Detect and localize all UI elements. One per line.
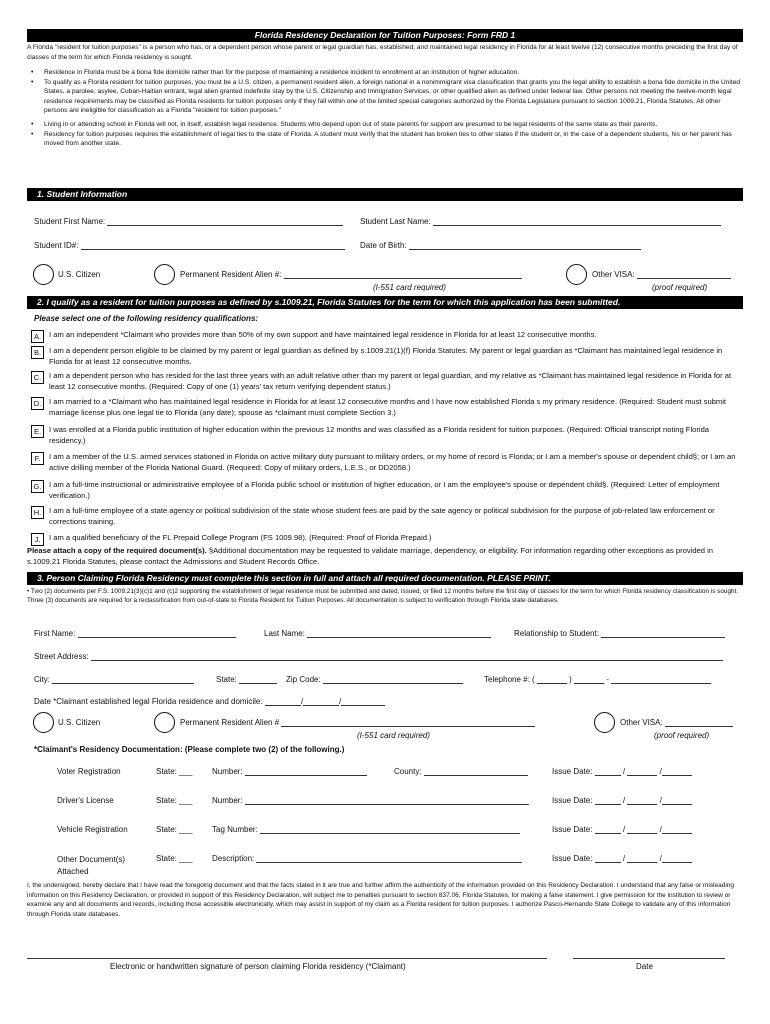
residence-month-input[interactable] <box>265 697 301 706</box>
drivers-license-label: Driver's License <box>57 796 114 805</box>
city-input[interactable] <box>52 675 194 684</box>
field-label: Permanent Resident Alien # <box>180 718 280 727</box>
visa-note: (proof required) <box>652 283 708 292</box>
tel-prefix-input[interactable] <box>574 675 604 684</box>
section-3-header: 3. Person Claiming Florida Residency must complete this section in full and attach all required documentation. PLEASE PRINT. <box>27 572 743 585</box>
license-number-input[interactable] <box>245 796 529 805</box>
vehicle-state-field[interactable]: State: ___ <box>156 825 193 834</box>
field-label: Last Name: <box>264 629 305 638</box>
field-label: Issue Date: <box>552 825 593 834</box>
field-label: Description: <box>212 854 255 863</box>
tag-number-input[interactable] <box>260 825 520 834</box>
section-2-header: 2. I qualify as a resident for tuition purposes as defined by s.1009.21, Florida Statutes for the term for which this application has been submitted. <box>27 296 743 309</box>
option-c-checkbox[interactable]: C. <box>31 371 44 384</box>
claimant-last-name-field[interactable] <box>264 629 491 638</box>
option-d-checkbox[interactable]: D. <box>31 397 44 410</box>
vehicle-issue-date-field[interactable]: Issue Date: / / <box>552 825 692 834</box>
declaration-text: I, the undersigned, hereby declare that I have read the foregoing document and that the facts stated in it are true and further affirm the authenticity of the information provided on this Residency Declaration. I understand that any false or misleading information on this Residency Declaration, or provided in support of this Residency Declaration, will subject me to penalties pursuant to section 837.06, Florida Statutes, for making a false statement. I give permission for the institution to review or examine any and all documents and records, including those accessible electronically, which may assist in support of my claim as a Florida resident for tuition purposes. I authorize Pasco-Hernando State College to validate any of this information through Florida state databases. <box>27 882 734 918</box>
telephone-field[interactable] <box>484 675 711 684</box>
license-issue-day[interactable] <box>627 796 657 805</box>
other-issue-month[interactable] <box>595 854 621 863</box>
claimant-us-citizen-label: U.S. Citizen <box>58 718 101 727</box>
section-3-note: • Two (2) documents per F.S. 1009.21(3)(c)1 and (c)2 supporting the establishment of legal residence must be submitted and dated, issued, or filed 12 months before the first day of classes for the term for which Florida residency classification is sought. Three (3) documents are required for a reclassification from out-of-state to Florida Resident for Tuition Purposes. All documentation is subject to verification through Florida state databases. <box>27 588 739 605</box>
license-issue-date-field[interactable]: Issue Date: / / <box>552 796 692 805</box>
other-issue-year[interactable] <box>662 854 692 863</box>
field-label: City: <box>34 675 50 684</box>
field-label: Zip Code: <box>286 675 321 684</box>
bullet-list <box>31 68 742 149</box>
list-item: • Residence in Florida must be a bona fide domicile rather than for the purpose of maintaining a residence incident to enrollment at an institution of higher education. <box>31 69 520 76</box>
student-id-field[interactable] <box>34 241 345 250</box>
relationship-field[interactable] <box>514 629 725 638</box>
residence-day-input[interactable] <box>303 697 339 706</box>
zip-field[interactable] <box>286 675 463 684</box>
voter-number-input[interactable] <box>245 767 367 776</box>
description-field[interactable] <box>212 854 522 863</box>
field-label: Telephone #: ( <box>484 675 535 684</box>
voter-registration-label: Voter Registration <box>57 767 121 776</box>
vehicle-issue-year[interactable] <box>662 825 692 834</box>
student-id-input[interactable] <box>81 241 345 250</box>
option-f-text: I am a member of the U.S. armed services stationed in Florida on active military duty pursuant to military orders, or my home of record is Florida; or I am a member's spouse or dependent child§; or I am an active drilling member of the Florida National Guard. (Required: Copy of military orders, L.E.S., or DD2058.) <box>49 452 736 472</box>
date-label: Date <box>636 962 653 971</box>
tag-number-field[interactable] <box>212 825 520 834</box>
attach-note-bold: Please attach a copy of the required document(s). <box>27 546 207 555</box>
student-first-name-field[interactable] <box>34 217 343 226</box>
field-label: Issue Date: <box>552 796 593 805</box>
date-line[interactable] <box>573 958 725 959</box>
option-e-checkbox[interactable]: E. <box>31 425 44 438</box>
field-label: Issue Date: <box>552 854 593 863</box>
other-visa-input[interactable] <box>637 270 731 279</box>
license-number-field[interactable] <box>212 796 529 805</box>
field-label: Number: <box>212 796 243 805</box>
field-label: Other VISA: <box>620 718 663 727</box>
claimant-first-name-input[interactable] <box>78 629 236 638</box>
other-docs-line1: Other Document(s) <box>57 855 126 864</box>
field-label: Other VISA: <box>592 270 635 279</box>
field-label: Number: <box>212 767 243 776</box>
voter-issue-year[interactable] <box>662 767 692 776</box>
student-first-name-input[interactable] <box>107 217 343 226</box>
documentation-heading: *Claimant's Residency Documentation: (Please complete two (2) of the following.) <box>34 745 345 754</box>
field-label: Permanent Resident Alien #: <box>180 270 282 279</box>
other-docs-line2: Attached <box>57 867 89 876</box>
field-label: Student Last Name: <box>360 217 431 226</box>
zip-input[interactable] <box>323 675 463 684</box>
attach-note-rest: §Additional documentation may be requested to validate marriage, dependency, or eligibility. For information regarding other exceptions as provided in s.1009.21 Florida Statutes, please contact the Admissions and Student Records Office. <box>27 546 714 566</box>
license-state-field[interactable]: State: ___ <box>156 796 193 805</box>
qualification-prompt: Please select one of the following residency qualifications: <box>34 314 259 323</box>
list-item: • To qualify as a Florida resident for tuition purposes, you must be a U.S. citizen, a permanent resident alien, a foreign national in a nonimmigrant visa classification that grants you the legal ability to establish a bona fide domicile in the United States, a parolee, asylee, Cuban-Haitian entrant, legal alien granted indefinite stay by the U.S. Citizenship and Immigration Services, or other qualified alien as defined under federal law. Other persons not meeting the twelve-month legal residence requirements may be classified as Florida residents for tuition purposes only if they fall within one of the limited special categories authorized by the Florida Legislature pursuant to section 1009.21, Florida Statutes. All other persons are ineligible for classification as a Florida "resident for tuition purposes." <box>31 78 741 115</box>
option-g-text: I am a full-time instructional or administrative employee of a Florida public school or institution of higher education, or I am the employee's spouse or dependent child§. (Required: Letter of employment verification.) <box>49 480 720 500</box>
state-input[interactable] <box>239 675 277 684</box>
option-a-text: I am an independent *Claimant who provides more than 50% of my own support and have maintained legal residence in Florida for at least 12 consecutive months. <box>49 330 597 339</box>
us-citizen-radio[interactable] <box>33 264 54 285</box>
student-last-name-field[interactable] <box>360 217 721 226</box>
area-code-input[interactable] <box>537 675 567 684</box>
form-title: Florida Residency Declaration for Tuition Purposes: Form FRD 1 <box>27 29 743 42</box>
option-j-checkbox[interactable]: J. <box>31 533 44 546</box>
other-documents-label <box>57 854 125 878</box>
residence-year-input[interactable] <box>341 697 385 706</box>
claimant-visa-note: (proof required) <box>654 731 710 740</box>
residence-date-field[interactable]: Date *Claimant established legal Florida residence and domicile: / / <box>34 697 385 706</box>
field-label: Street Address: <box>34 652 89 661</box>
vehicle-issue-day[interactable] <box>627 825 657 834</box>
other-issue-day[interactable] <box>627 854 657 863</box>
attach-note <box>27 546 743 567</box>
claimant-first-name-field[interactable] <box>34 629 236 638</box>
pra-note: (I-551 card required) <box>373 283 446 292</box>
claimant-pra-input[interactable] <box>281 718 535 727</box>
vehicle-issue-month[interactable] <box>595 825 621 834</box>
list-item: • Living in or attending school in Florida will not, in itself, establish legal residence. Students who depend upon out of state parents for support are presumed to be legal residents of the same state as their parents. <box>31 120 658 128</box>
field-label: First Name: <box>34 629 76 638</box>
field-label: Date *Claimant established legal Florida residence and domicile: <box>34 697 263 706</box>
claimant-pra-note: (I-551 card required) <box>357 731 430 740</box>
voter-issue-day[interactable] <box>627 767 657 776</box>
other-visa-radio[interactable] <box>566 264 587 285</box>
option-c-text: I am a dependent person who has resided for the last three years with an adult relative other than my parent or legal guardian, and my relative as *Claimant has maintained legal residence in Florida for at least 12 consecutive months. (Required: Copy of one (1) years' tax return verifying dependent status.) <box>49 371 732 391</box>
intro-text: A Florida "resident for tuition purposes" is a person who has, or a dependent person whose parent or legal guardian has, established, and maintained legal residency in Florida for at least twelve (12) consecutive months preceding the first day of classes of the term for which Florida residency is sought. <box>27 44 738 61</box>
street-address-input[interactable] <box>91 652 723 661</box>
option-b-text: I am a dependent person eligible to be claimed by my parent or legal guardian as defined by s.1009.21(1)(f) Florida Statutes. My parent or legal guardian as *Claimant has maintained legal residence in Florida for at least 12 consecutive months. <box>49 346 723 366</box>
tel-paren: ) <box>569 675 572 684</box>
other-issue-date-field[interactable]: Issue Date: / / <box>552 854 692 863</box>
other-state-field[interactable]: State: ___ <box>156 854 193 863</box>
field-label: State: <box>216 675 237 684</box>
claimant-other-visa-input[interactable] <box>665 718 733 727</box>
description-input[interactable] <box>256 854 522 863</box>
claimant-us-citizen-radio[interactable] <box>33 712 54 733</box>
field-label: Tag Number: <box>212 825 258 834</box>
other-visa-field[interactable] <box>592 270 731 279</box>
option-d-text: I am married to a *Claimant who has maintained legal residence in Florida for at least 12 consecutive months and I have now established Florida s my primary residence. (Required: Student must submit marriage license plus one legal tie to Florida (any date); spouse as *claimant must complete Section 3.) <box>49 397 727 417</box>
claimant-other-visa-field[interactable] <box>620 718 733 727</box>
signature-label: Electronic or handwritten signature of person claiming Florida residency (*Claimant) <box>110 962 406 971</box>
voter-county-field[interactable] <box>394 767 528 776</box>
option-g-checkbox[interactable]: G. <box>31 480 44 493</box>
field-label: Relationship to Student: <box>514 629 599 638</box>
license-issue-month[interactable] <box>595 796 621 805</box>
field-label: Student First Name: <box>34 217 106 226</box>
option-h-text: I am a full-time employee of a state agency or political subdivision of the state whose student fees are paid by the sate agency or political subdivision for the purpose of job-related law enforcement or corrections training. <box>49 506 715 526</box>
field-label: Student ID#: <box>34 241 79 250</box>
field-label: Date of Birth: <box>360 241 407 250</box>
claimant-pra-radio[interactable] <box>154 712 175 733</box>
voter-issue-date-field[interactable]: Issue Date: / / <box>552 767 692 776</box>
permanent-resident-radio[interactable] <box>154 264 175 285</box>
option-a-checkbox[interactable]: A. <box>31 330 44 343</box>
claimant-pra-field[interactable] <box>180 718 535 727</box>
option-f-checkbox[interactable]: F. <box>31 452 44 465</box>
street-address-field[interactable] <box>34 652 723 661</box>
claimant-other-visa-radio[interactable] <box>594 712 615 733</box>
signature-line[interactable] <box>27 958 547 959</box>
option-h-checkbox[interactable]: H. <box>31 506 44 519</box>
us-citizen-label: U.S. Citizen <box>58 270 101 279</box>
voter-state-field[interactable]: State: ___ <box>156 767 193 776</box>
field-label: County: <box>394 767 422 776</box>
option-b-checkbox[interactable]: B. <box>31 346 44 359</box>
dob-input[interactable] <box>409 241 641 250</box>
field-label: Issue Date: <box>552 767 593 776</box>
license-issue-year[interactable] <box>662 796 692 805</box>
option-e-text: I was enrolled at a Florida public institution of higher education within the previous 12 months and was classified as a Florida resident for tuition purposes. (Required: Official transcript noting Florida residency.) <box>49 425 710 445</box>
voter-issue-month[interactable] <box>595 767 621 776</box>
state-field[interactable] <box>216 675 277 684</box>
relationship-input[interactable] <box>601 629 725 638</box>
city-field[interactable] <box>34 675 194 684</box>
list-item: • Residency for tuition purposes requires the establishment of legal ties to the state of Florida. A student must verify that the student has broken ties to other states if the student or, in the case of a dependent students, his or her parent has moved from another state. <box>31 130 732 148</box>
tel-dash: - <box>606 675 609 684</box>
pra-field[interactable] <box>180 270 522 279</box>
vehicle-registration-label: Vehicle Registration <box>57 825 128 834</box>
tel-line-input[interactable] <box>611 675 711 684</box>
student-last-name-input[interactable] <box>433 217 721 226</box>
voter-county-input[interactable] <box>424 767 528 776</box>
section-1-header: 1. Student Information <box>27 188 743 201</box>
option-j-text: I am a qualified beneficiary of the FL Prepaid College Program (FS 1009.98). (Required: Proof of Florida Prepaid.) <box>49 533 432 542</box>
dob-field[interactable] <box>360 241 641 250</box>
claimant-last-name-input[interactable] <box>307 629 491 638</box>
voter-number-field[interactable] <box>212 767 367 776</box>
pra-number-input[interactable] <box>284 270 522 279</box>
